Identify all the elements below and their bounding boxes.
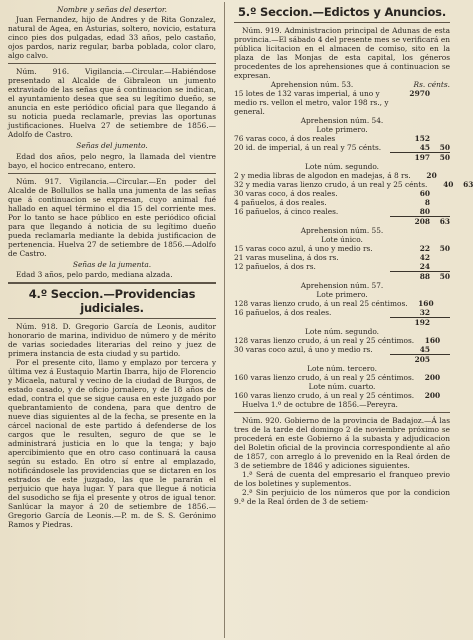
notice-918-header: Núm. 918. D. Gregorio García de Leonis, auditor honorario de marina, individuo de número y de mérito de varias sociedades literarias del reino y juez de primera instancia de esta ciudad y su partido. [8, 322, 216, 359]
divider [234, 22, 450, 23]
money-line-label: 32 y media varas lienzo crudo, á un real y 25 cénts. [234, 180, 428, 189]
money-line-label: 21 varas muselina, á dos rs. [234, 253, 339, 262]
jumenta-title: Señas de la jumenta. [72, 259, 152, 269]
notice-918-body: Por el presente cito, llamo y emplazo por tercera y última vez á Eustaquio Martin Ibarra, hijo de Florencio y Micaela, natural y vecino de la ciudad de Burgos, de estado casado, y de oficio jornalero, y de 18 años de edad, contra el que se sigue causa en este juzgado por quebrantamiento de condena, para que dentro de nueve dias siguientes al de la fecha, se presente en la cárcel nacional de este partido á defenderse de los cargos que le resulten, seguro de que se le administrará justicia en lo que la tenga; y bajo apercibimiento que en otro caso continuará la causa según su estado. En otro sí entre al emplazado, notificándosele las providencias que se dictaren en los estrados de este juzgado, las que le pararán el perjuicio que haya lugar. Y para que llegue á noticia del susodicho se fija el presente y otros de igual tenor. Sanlúcar la mayor á 20 de setiembre de 1856.—Gregorio García de Leonis.—P. m. de S. S. Gerónimo Ramos y Piedras. [8, 358, 216, 530]
notice-919: Núm. 919. Administracion principal de Adunas de esta provincia.—El sábado 4 del presente mes se verificará en pública licitacion en el almacen de comiso, sito en la plaza de las Monjas de esta capital, los géneros procedentes de los aprehensiones que á continuacion se expresan. [234, 26, 450, 80]
sum-cents: 50 [439, 153, 450, 162]
sum-cents: 63 [439, 217, 450, 226]
lote-sum-c [234, 271, 450, 281]
lote-lines-f [234, 373, 450, 382]
money-line-label: 20 id. de imperial, á un real y 75 cénts. [234, 143, 382, 152]
lote-segundo-title: Lote núm. segundo. [304, 162, 380, 171]
column-rule [224, 2, 225, 638]
money-line-label: 16 pañuelos, á cinco reales. [234, 207, 339, 216]
amount-rs: 2970 [409, 89, 430, 98]
money-line [234, 134, 450, 143]
jumenta-description: Edad 3 años, pelo pardo, mediana alzada. [16, 270, 173, 280]
amount-cents [436, 345, 450, 354]
lote-cuarto-title: Lote núm. cuarto. [308, 382, 376, 391]
money-line [234, 189, 450, 198]
amount-rs: 152 [414, 134, 430, 143]
money-line-label: 2 y media libras de algodon en madejas, á 8 rs. [234, 171, 411, 180]
money-line [234, 207, 450, 216]
aprehension-53-text: 15 lotes de 132 varas imperial, á uno y medio rs. vellon el metro, valor 198 rs., y general. [234, 89, 389, 116]
amount-cents: 50 [439, 143, 450, 152]
deserter-description: Juan Fernandez, hijo de Andres y de Rita Gonzalez, natural de Agea, en Asturias, soltero, novicio, estatura cinco pies dos pulgadas, edad 33 años, pelo castaño, ojos pardos, nariz regular, barba poblada, color claro, algo calvo. [8, 15, 216, 61]
right-column [228, 0, 473, 640]
amount-rs: 22 [419, 244, 430, 253]
money-line [234, 198, 450, 207]
jumento-title: Señas del jumento. [76, 141, 148, 151]
money-line-label: 4 pañuelos, á dos reales. [234, 198, 327, 207]
money-line [234, 336, 450, 345]
money-line [234, 345, 450, 354]
amount-cents [440, 299, 454, 308]
condition-1: 1.ª Será de cuenta del empresario el franqueo previo de los boletines y suplementos. [234, 470, 450, 488]
sum-cents [436, 355, 450, 364]
money-line [234, 253, 450, 262]
amount-cents [436, 189, 450, 198]
lote-segundo-2-title: Lote núm. segundo. [304, 327, 380, 336]
aprehension-53-line [234, 89, 450, 116]
lote-sum-b [234, 216, 450, 226]
money-line [234, 391, 450, 400]
money-line [234, 143, 450, 152]
money-line [234, 244, 450, 253]
amount-cents: 63 [463, 180, 473, 189]
amount-cents [446, 373, 460, 382]
aprehension-57-title: Aprehension núm. 57. [300, 281, 384, 290]
lote-primero-2-title: Lote primero. [316, 290, 368, 299]
amount-cents [443, 171, 457, 180]
amount-rs: 42 [419, 253, 430, 262]
money-line [234, 373, 450, 382]
money-line [234, 171, 450, 180]
sum-cents: 50 [439, 272, 450, 281]
amount-rs: 200 [424, 373, 441, 382]
aprehension-54-title: Aprehension núm. 54. [300, 116, 384, 125]
amount-rs: 200 [424, 391, 441, 400]
money-line-label: 128 varas lienzo crudo, á un real 25 céntimos. [234, 299, 408, 308]
amount-rs: 24 [419, 262, 430, 271]
money-line-label: 16 pañuelos, á dos reales. [234, 308, 332, 317]
lote-sum-e [234, 354, 450, 364]
section-5-heading: 5.º Seccion.—Edictos y Anuncios. [237, 5, 446, 19]
money-line-label: 160 varas lienzo crudo, á un real y 25 céntimos. [234, 391, 415, 400]
lote-unico-title: Lote único. [321, 235, 363, 244]
money-line [234, 299, 450, 308]
money-line [234, 180, 473, 189]
lote-sum-a [234, 152, 450, 162]
divider [234, 412, 450, 413]
sum-rs: 197 [414, 153, 430, 162]
amount-cents [436, 198, 450, 207]
amount-cents [436, 207, 450, 216]
divider [8, 63, 216, 64]
amount-rs: 20 [426, 171, 437, 180]
notice-917: Núm. 917. Vigilancia.—Circular.—En poder del Alcalde de Bollullos se halla una jumenta de las señas que á continuacion se expresan, cuyo animal fué hallado en aquel término el dia 15 del corriente mes. Por lo tanto se hace público en este periódico oficial para que llegando á noticia de su legítimo dueño pueda reclamarla mediante la debida justificacion de pertenencia. Huelva 27 de setiembre de 1856.—Adolfo de Castro. [8, 176, 216, 258]
amount-rs: 160 [424, 336, 441, 345]
money-line-label: 160 varas lienzo crudo, á un real y 25 céntimos. [234, 373, 415, 382]
sum-cents [436, 318, 450, 327]
money-line-label: 128 varas lienzo crudo, á un real y 25 céntimos. [234, 336, 415, 345]
lote-lines-a [234, 134, 450, 152]
amount-cents [436, 262, 450, 271]
amount-rs: 80 [419, 207, 430, 216]
divider [8, 173, 216, 174]
left-column [0, 0, 222, 640]
amount-rs: 40 [443, 180, 454, 189]
section-divider [8, 282, 216, 284]
lote-lines-g [234, 391, 450, 400]
amount-cents [436, 308, 450, 317]
deserter-title: Nombre y señas del desertor. [56, 5, 168, 14]
money-line [234, 308, 450, 317]
currency-header: Rs. cénts. [413, 80, 450, 89]
amount-rs: 45 [419, 345, 430, 354]
aprehension-55-title: Aprehension núm. 55. [300, 226, 384, 235]
lote-tercero-title: Lote núm. tercero. [307, 364, 377, 373]
lote-primero-title: Lote primero. [316, 125, 368, 134]
lote-lines-b [234, 171, 473, 216]
amount-cents [436, 253, 450, 262]
money-line-label: 30 varas coco azul, á uno y medio rs. [234, 345, 373, 354]
lote-lines-e [234, 336, 450, 354]
notice-920: Núm. 920. Gobierno de la provincia de Badajoz.—Á las tres de la tarde del domingo 2 de noviembre próximo se procederá en este Gobierno á la subasta y adjudicacion del Boletin oficial de la provincia correspondiente al año de 1857, con arreglo á lo prevenido en la Real órden de 3 de setiembre de 1846 y adiciones siguientes. [234, 416, 450, 470]
money-line-label: 12 pañuelos, á dos rs. [234, 262, 316, 271]
amount-rs: 60 [419, 189, 430, 198]
amount-cents [436, 134, 450, 143]
sum-rs: 88 [419, 272, 430, 281]
lote-sum-d [234, 317, 450, 327]
jumento-description: Edad dos años, pelo negro, la llamada del vientre bayo, el hocico entrecano, entero. [8, 151, 216, 170]
money-line [234, 262, 450, 271]
amount-rs: 160 [418, 299, 434, 308]
condition-2: 2.ª Sin perjuicio de los números que por la condicion 9.ª de la Real órden de 3 de setiem- [234, 488, 450, 506]
lote-lines-c [234, 244, 450, 271]
notice-916: Núm. 916. Vigilancia.—Circular.—Habiéndose presentado al Alcalde de Gibraleon un jumento extraviado de las señas que á continuacion se indican, el ayuntamiento desea que sea su legítimo dueño, se anuncia en este periódico oficial para que llegando á su noticia pueda reclamarle, previas las oportunas justificaciones. Huelva 27 de setiembre de 1856.—Adolfo de Castro. [8, 67, 216, 140]
money-line-label: 30 varas coco, á dos reales. [234, 189, 338, 198]
money-line-label: 15 varas coco azul, á uno y medio rs. [234, 244, 373, 253]
amount-cents [446, 336, 460, 345]
sum-rs: 208 [414, 217, 430, 226]
sum-rs: 205 [414, 355, 430, 364]
amount-cents [446, 391, 460, 400]
divider [8, 318, 216, 319]
amount-cents: 50 [439, 244, 450, 253]
lote-lines-d [234, 299, 450, 317]
sum-rs: 192 [414, 318, 430, 327]
aprehension-53-title: Aprehension núm. 53. [270, 80, 354, 89]
signature-line: Huelva 1.º de octubre de 1856.—Pereyra. [242, 400, 398, 409]
aprehension-53-header [234, 80, 450, 89]
section-4-heading: 4.º Seccion.—Providencias judiciales. [28, 287, 196, 316]
amount-rs: 8 [424, 198, 430, 207]
amount-rs: 32 [419, 308, 430, 317]
money-line-label: 76 varas coco, á dos reales [234, 134, 336, 143]
amount-rs: 45 [419, 143, 430, 152]
